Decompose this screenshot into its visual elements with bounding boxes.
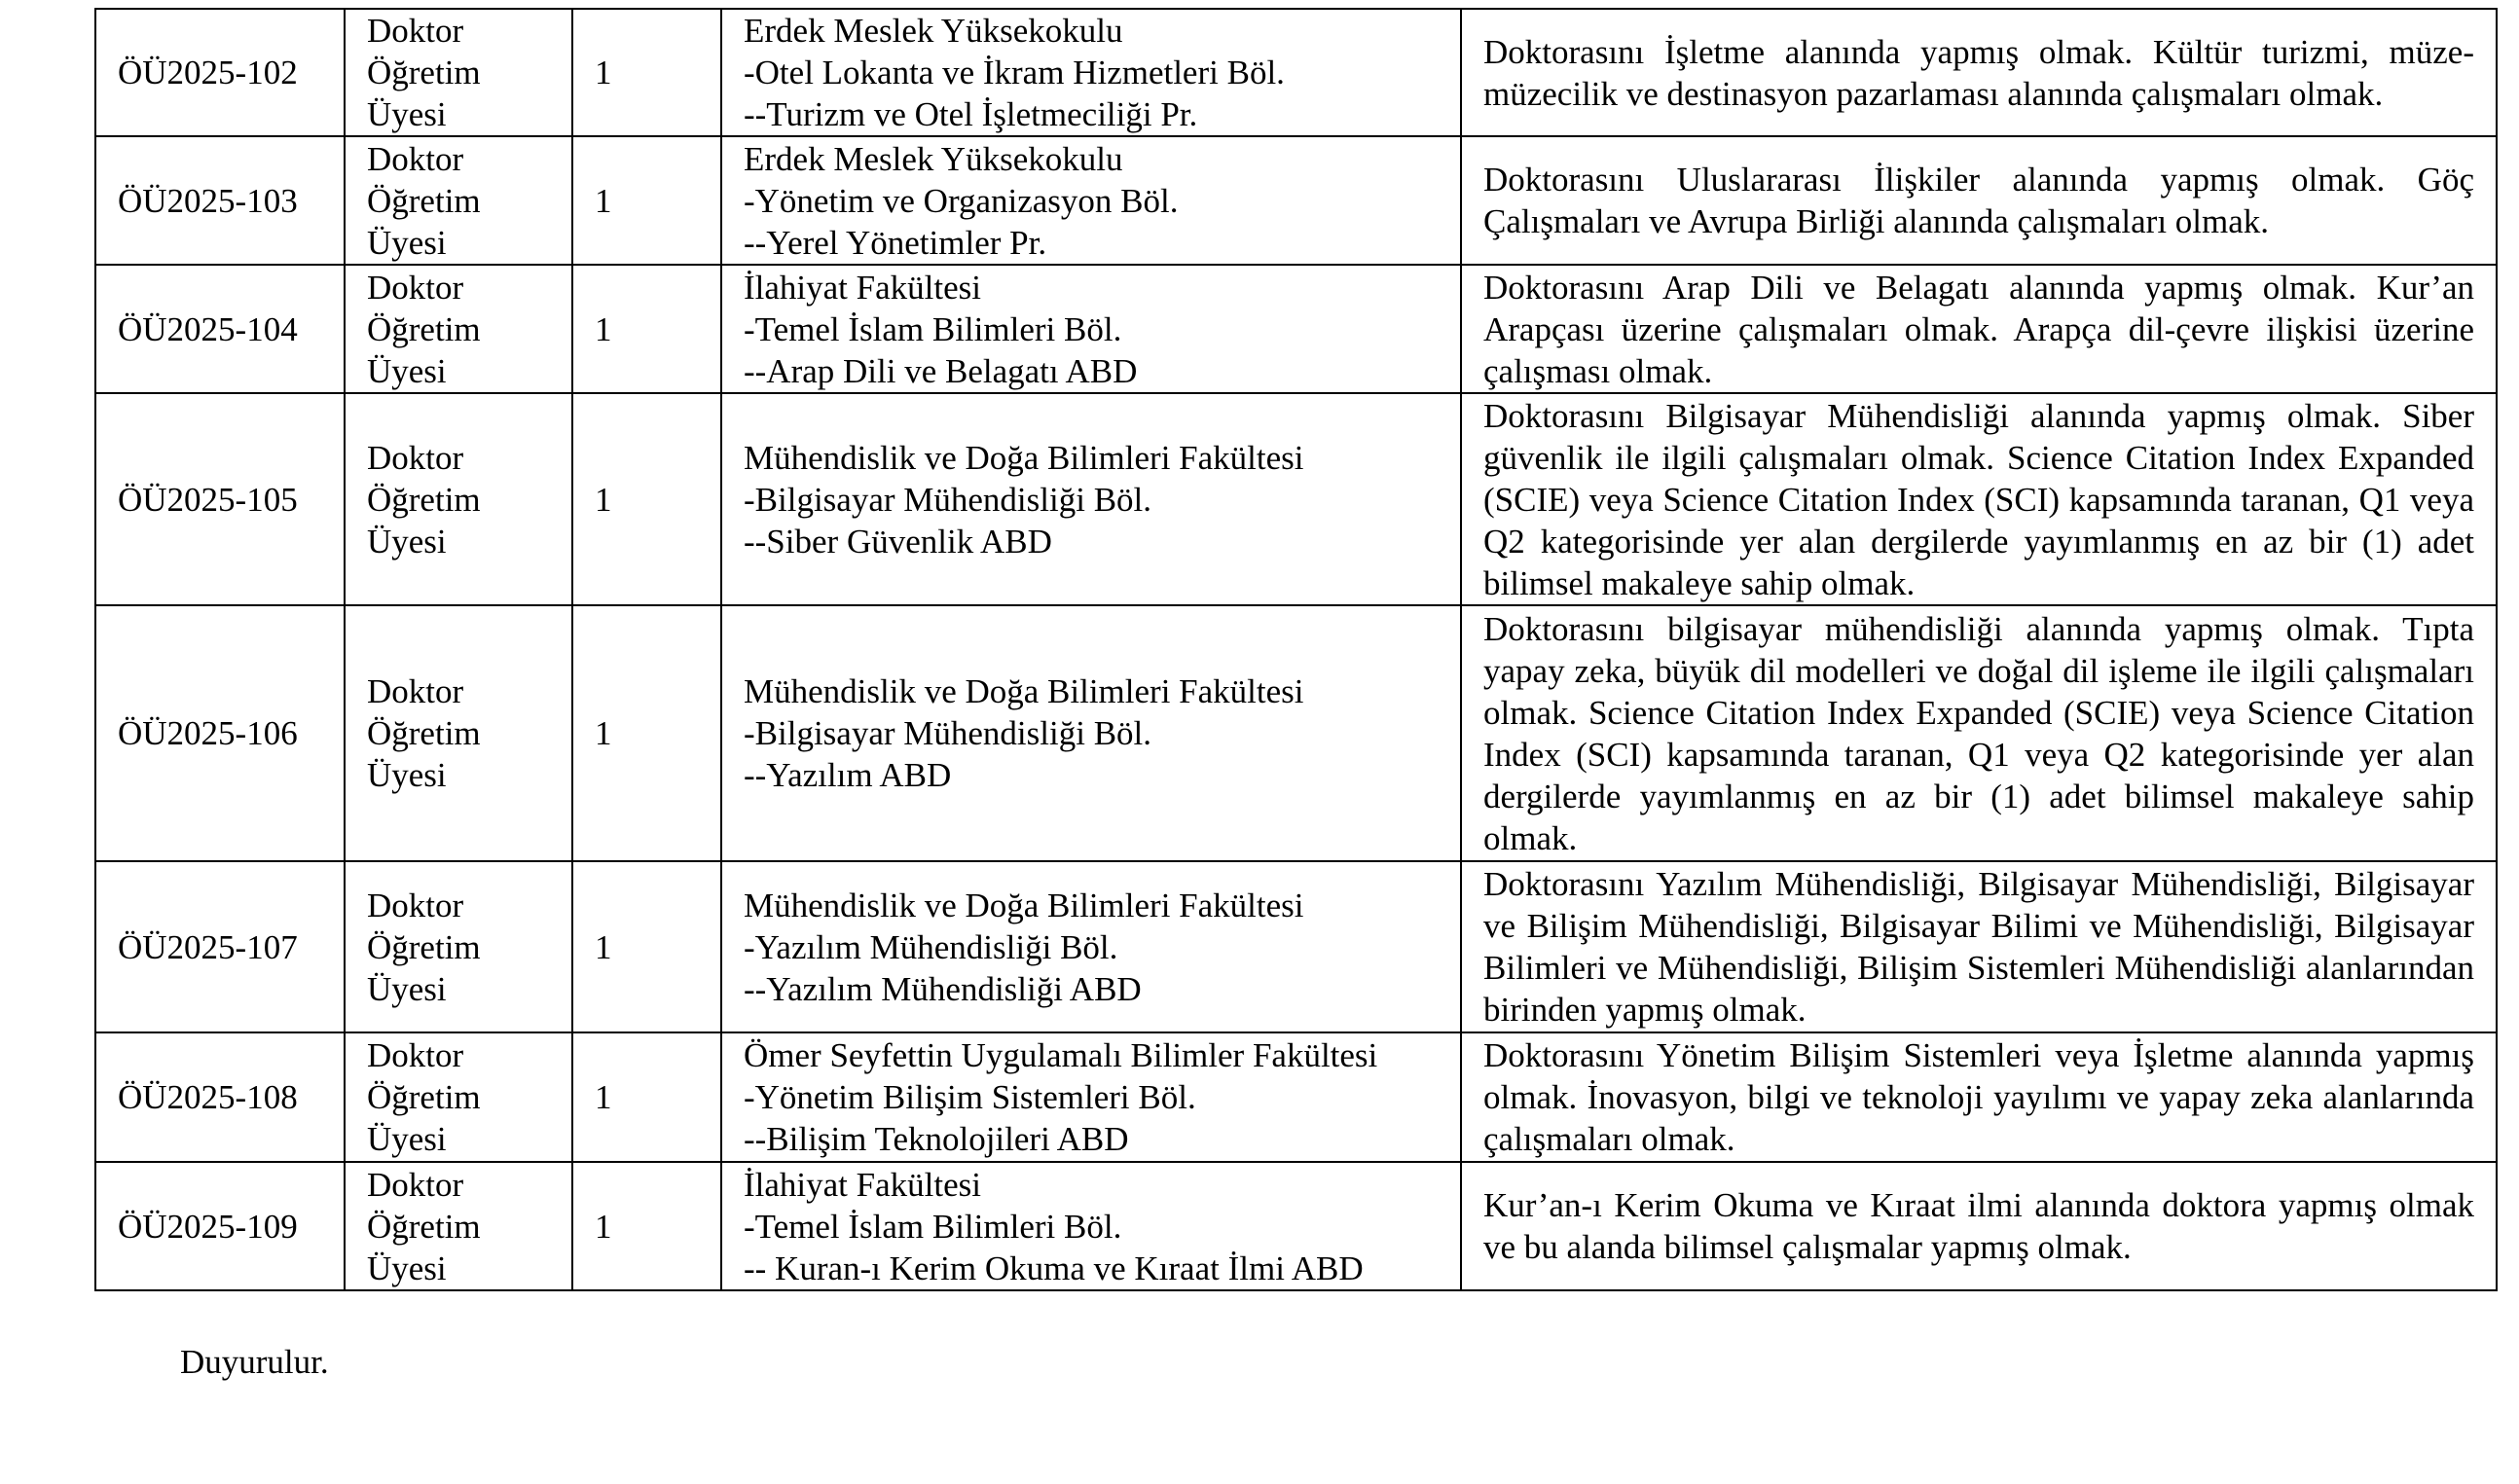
position-code: ÖÜ2025-108 bbox=[95, 1032, 345, 1162]
position-count: 1 bbox=[572, 861, 721, 1032]
requirement-text: Doktorasını Arap Dili ve Belagatı alanında yapmış olmak. Kur’an Arapçası üzerine çalışmaları olmak. Arapça dil-çevre ilişkisi üzerine çalışması olmak. bbox=[1461, 265, 2497, 393]
position-code: ÖÜ2025-109 bbox=[95, 1162, 345, 1290]
positions-table bbox=[94, 8, 2498, 1291]
academic-title: Doktor Öğretim Üyesi bbox=[345, 605, 572, 861]
position-count: 1 bbox=[572, 1032, 721, 1162]
position-count: 1 bbox=[572, 605, 721, 861]
requirement-text: Kur’an-ı Kerim Okuma ve Kıraat ilmi alanında doktora yapmış olmak ve bu alanda bilimsel çalışmalar yapmış olmak. bbox=[1461, 1162, 2497, 1290]
table-row bbox=[95, 605, 2497, 861]
position-code: ÖÜ2025-103 bbox=[95, 136, 345, 265]
department-unit: İlahiyat Fakültesi -Temel İslam Bilimleri Böl. -- Kuran-ı Kerim Okuma ve Kıraat İlmi ABD bbox=[721, 1162, 1461, 1290]
department-unit: Erdek Meslek Yüksekokulu -Yönetim ve Organizasyon Böl. --Yerel Yönetimler Pr. bbox=[721, 136, 1461, 265]
department-unit: İlahiyat Fakültesi -Temel İslam Bilimleri Böl. --Arap Dili ve Belagatı ABD bbox=[721, 265, 1461, 393]
position-code: ÖÜ2025-106 bbox=[95, 605, 345, 861]
position-count: 1 bbox=[572, 393, 721, 605]
academic-title: Doktor Öğretim Üyesi bbox=[345, 9, 572, 136]
department-unit: Mühendislik ve Doğa Bilimleri Fakültesi -Bilgisayar Mühendisliği Böl. --Siber Güvenlik ABD bbox=[721, 393, 1461, 605]
position-count: 1 bbox=[572, 1162, 721, 1290]
table-row bbox=[95, 393, 2497, 605]
table-row bbox=[95, 265, 2497, 393]
academic-title: Doktor Öğretim Üyesi bbox=[345, 265, 572, 393]
announcement-footer: Duyurulur. bbox=[180, 1343, 329, 1381]
position-code: ÖÜ2025-105 bbox=[95, 393, 345, 605]
table-row bbox=[95, 861, 2497, 1032]
requirement-text: Doktorasını İşletme alanında yapmış olmak. Kültür turizmi, müze-müzecilik ve destinasyon pazarlaması alanında çalışmaları olmak. bbox=[1461, 9, 2497, 136]
position-code: ÖÜ2025-104 bbox=[95, 265, 345, 393]
academic-title: Doktor Öğretim Üyesi bbox=[345, 1162, 572, 1290]
requirement-text: Doktorasını Yazılım Mühendisliği, Bilgisayar Mühendisliği, Bilgisayar ve Bilişim Mühendisliği, Bilgisayar Bilimi ve Mühendisliği, Bilgisayar Bilimleri ve Mühendisliği, Bilişim Sistemleri Mühendisliği alanlarından birinden yapmış olmak. bbox=[1461, 861, 2497, 1032]
position-code: ÖÜ2025-102 bbox=[95, 9, 345, 136]
department-unit: Ömer Seyfettin Uygulamalı Bilimler Fakültesi -Yönetim Bilişim Sistemleri Böl. --Bilişim Teknolojileri ABD bbox=[721, 1032, 1461, 1162]
position-count: 1 bbox=[572, 136, 721, 265]
department-unit: Erdek Meslek Yüksekokulu -Otel Lokanta ve İkram Hizmetleri Böl. --Turizm ve Otel İşletmeciliği Pr. bbox=[721, 9, 1461, 136]
position-count: 1 bbox=[572, 265, 721, 393]
position-code: ÖÜ2025-107 bbox=[95, 861, 345, 1032]
table-row bbox=[95, 9, 2497, 136]
academic-title: Doktor Öğretim Üyesi bbox=[345, 861, 572, 1032]
table-row bbox=[95, 1032, 2497, 1162]
requirement-text: Doktorasını Uluslararası İlişkiler alanında yapmış olmak. Göç Çalışmaları ve Avrupa Birliği alanında çalışmaları olmak. bbox=[1461, 136, 2497, 265]
requirement-text: Doktorasını Bilgisayar Mühendisliği alanında yapmış olmak. Siber güvenlik ile ilgili çalışmaları olmak. Science Citation Index Expanded (SCIE) veya Science Citation Index (SCI) kapsamında taranan, Q1 veya Q2 kategorisinde yer alan dergilerde yayımlanmış en az bir (1) adet bilimsel makaleye sahip olmak. bbox=[1461, 393, 2497, 605]
requirement-text: Doktorasını Yönetim Bilişim Sistemleri veya İşletme alanında yapmış olmak. İnovasyon, bilgi ve teknoloji yayılımı ve yapay zeka alanlarında çalışmaları olmak. bbox=[1461, 1032, 2497, 1162]
department-unit: Mühendislik ve Doğa Bilimleri Fakültesi -Yazılım Mühendisliği Böl. --Yazılım Mühendisliği ABD bbox=[721, 861, 1461, 1032]
requirement-text: Doktorasını bilgisayar mühendisliği alanında yapmış olmak. Tıpta yapay zeka, büyük dil modelleri ve doğal dil işleme ile ilgili çalışmaları olmak. Science Citation Index Expanded (SCIE) veya Science Citation Index (SCI) kapsamında taranan, Q1 veya Q2 kategorisinde yer alan dergilerde yayımlanmış en az bir (1) adet bilimsel makaleye sahip olmak. bbox=[1461, 605, 2497, 861]
position-count: 1 bbox=[572, 9, 721, 136]
table-row bbox=[95, 136, 2497, 265]
table-row bbox=[95, 1162, 2497, 1290]
academic-title: Doktor Öğretim Üyesi bbox=[345, 1032, 572, 1162]
academic-title: Doktor Öğretim Üyesi bbox=[345, 136, 572, 265]
academic-title: Doktor Öğretim Üyesi bbox=[345, 393, 572, 605]
department-unit: Mühendislik ve Doğa Bilimleri Fakültesi -Bilgisayar Mühendisliği Böl. --Yazılım ABD bbox=[721, 605, 1461, 861]
